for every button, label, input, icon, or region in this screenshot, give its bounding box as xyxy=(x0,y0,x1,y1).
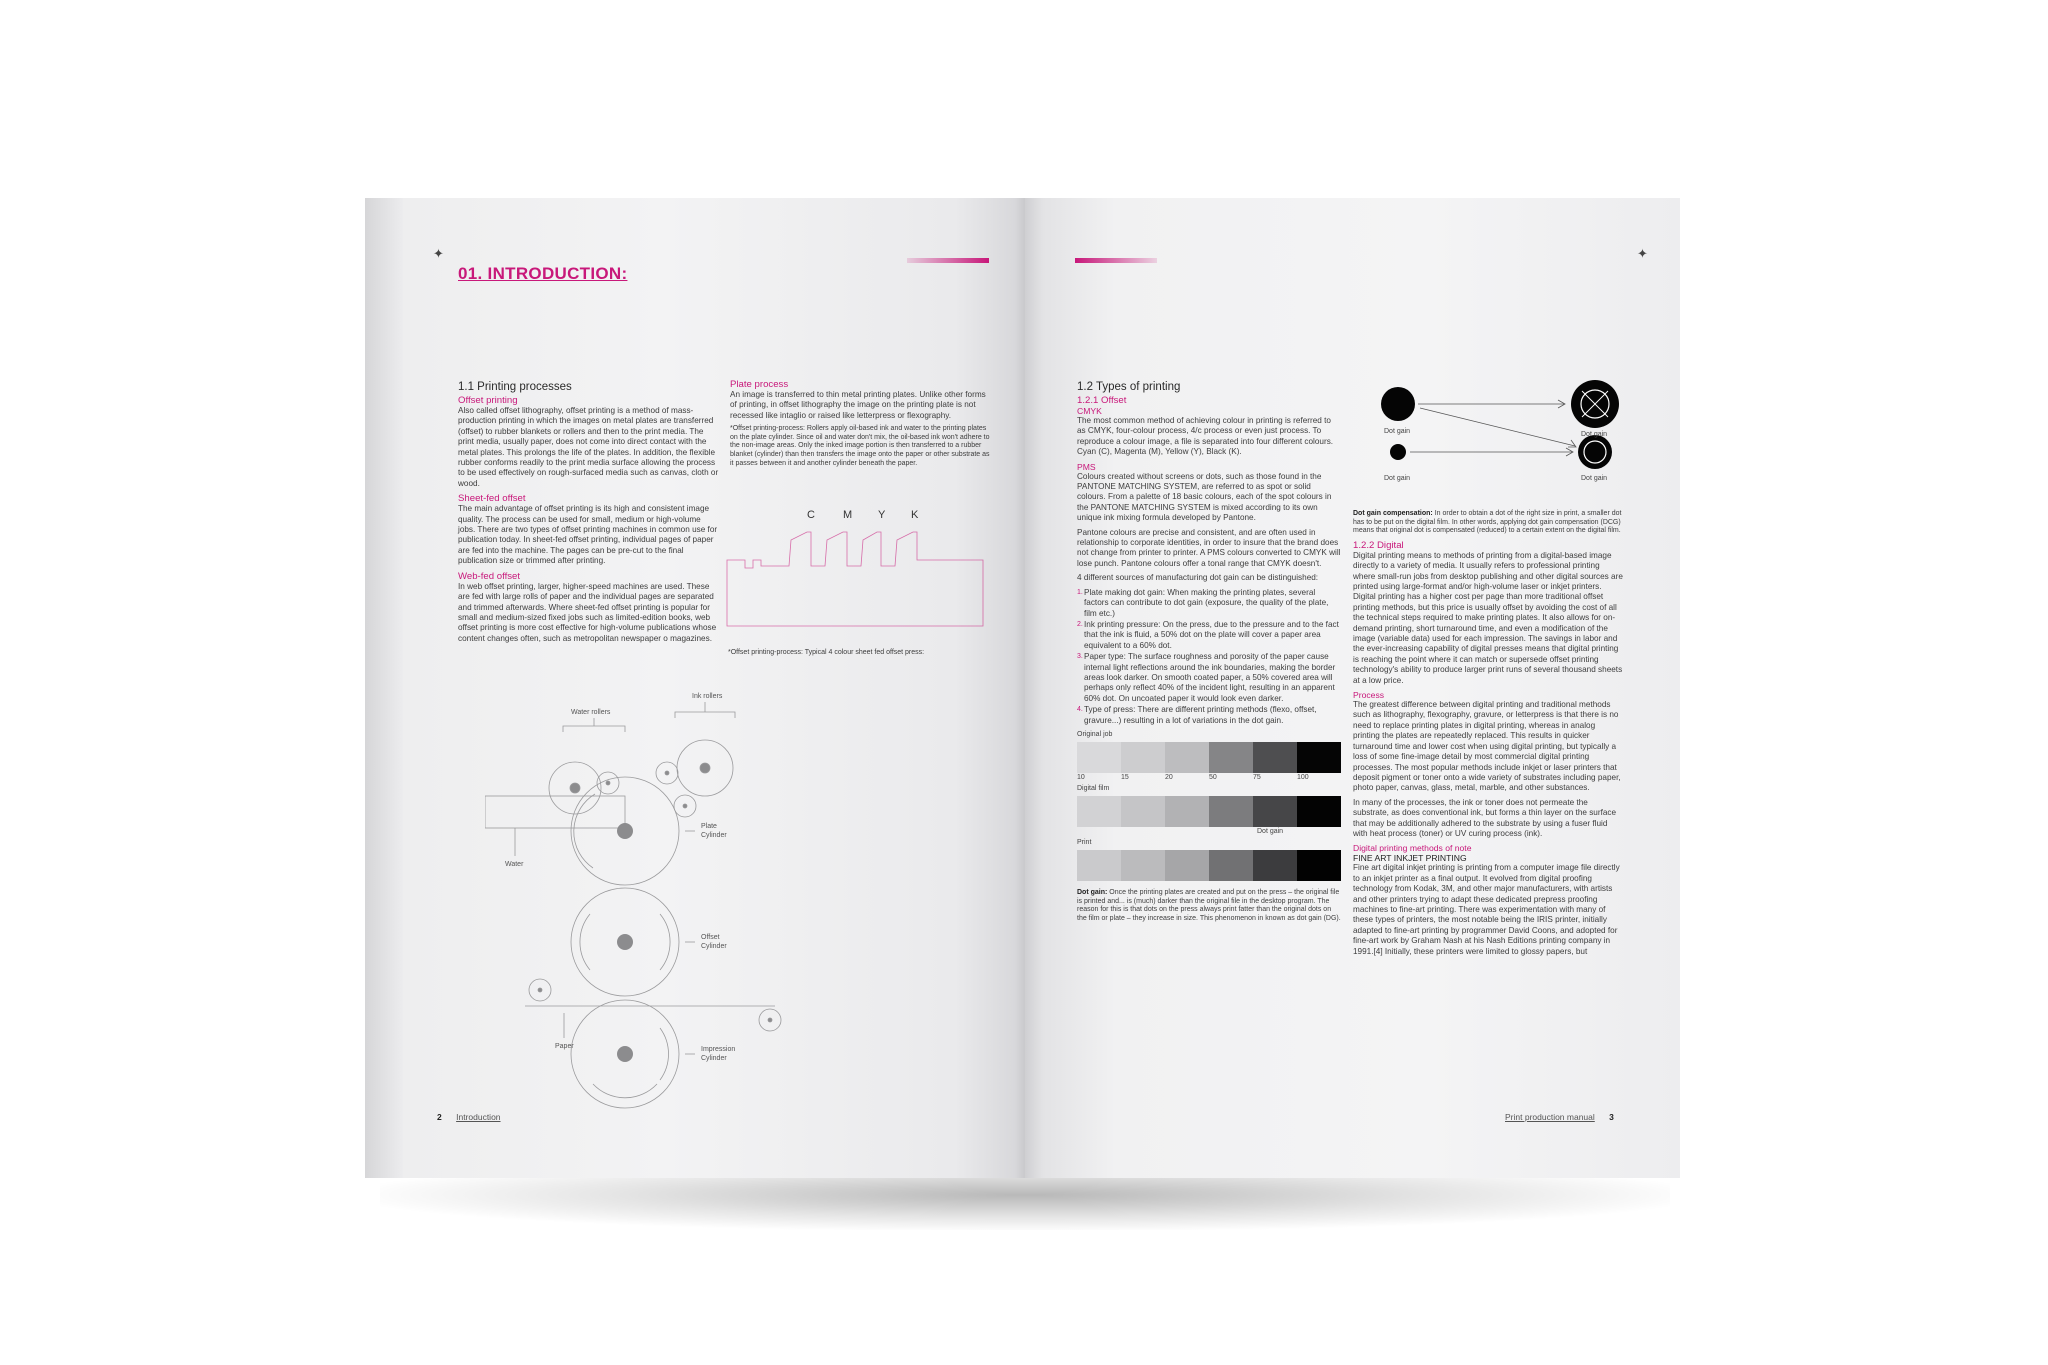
original-job-swatch xyxy=(1253,742,1297,773)
label-impression-cylinder-1: Impression xyxy=(701,1046,736,1053)
left-page xyxy=(365,198,1025,1178)
registration-mark-icon: ✦ xyxy=(1637,246,1648,261)
offset-body: Also called offset lithography, offset printing is a method of mass-production printing in which the images on metal plates are transferred (offset) to rubber blankets or rollers and then to the print media. The print media, usually paper, does not come into direct contact with the metal plates. This prolongs the life of the plates. In addition, the flexible rubber conforms readily to the print media surface allowing the process to be used effectively on rough-surfaced media such as canvas, cloth or wood. xyxy=(458,406,719,488)
sheetfed-heading: Sheet-fed offset xyxy=(458,493,526,505)
dot-gain-label-3: Dot gain xyxy=(1384,475,1411,482)
gain-tick-label: 50 xyxy=(1209,774,1217,782)
webfed-heading: Web-fed offset xyxy=(458,570,521,582)
left-footer xyxy=(437,1112,501,1122)
original-job-swatch xyxy=(1077,742,1121,773)
digital-film-swatch xyxy=(1121,796,1165,827)
plate-body: An image is transferred to thin metal printing plates. Unlike other forms of printing, in offset lithography the image on the printing plate is not recessed like intaglio or raised like letterpress or flexography. xyxy=(730,390,986,420)
digital-film-swatch xyxy=(1253,796,1297,827)
sources-intro: 4 different sources of manufacturing dot gain can be distinguished: xyxy=(1077,573,1319,583)
pms-heading: PMS xyxy=(1077,461,1096,472)
right-page xyxy=(1025,198,1680,1178)
label-water-rollers: Water rollers xyxy=(571,709,611,716)
plate-note: *Offset printing-process: Rollers apply oil-based ink and water to the printing plates on the plate cylinder. Since oil and water don't mix, the oil-based ink won't adhere to the non-image areas. Only the inked image portion is then transferred to a rubber blanket (cylinder) than then transfers the image onto the paper or other substrate as it passes between it and another cylinder beneath the paper. xyxy=(730,425,990,467)
original-job-swatch xyxy=(1297,742,1341,773)
original-job-swatch xyxy=(1121,742,1165,773)
left-page-number: 2 xyxy=(437,1112,442,1122)
cmyk-body: The most common method of achieving colour in printing is referred to as CMYK, four-colour process, 4/c process or even just process. To reproduce a colour image, a file is separated into four different colours. Cyan (C), Magenta (M), Yellow (Y), Black (K). xyxy=(1077,416,1334,457)
dot-gain-label-4: Dot gain xyxy=(1581,475,1608,482)
left-column-2 xyxy=(730,378,990,472)
original-job-row xyxy=(1077,742,1341,773)
source-item: 2. Ink printing pressure: On the press, due to the pressure and to the fact that the ink is fluid, a 50% dot on the plate will cover a paper area equivalent to a 60% dot. xyxy=(1077,619,1339,650)
gain-tick-label: 75 xyxy=(1253,774,1261,782)
label-offset-cylinder-1: Offset xyxy=(701,934,720,941)
digital-body: Digital printing means to methods of printing from a digital-based image directly to a variety of media. It usually refers to professional printing where small-run jobs from desktop publishing and other digital sources are printed using large-format and/or high-volume laser or inkjet printers. Digital printing has a higher cost per page than more traditional offset printing methods, but this price is usually offset by avoiding the cost of all the technical steps required to make printing plates. It also allows for on-demand printing, short turnaround time, and even a modification of the image (variable data) used for each impression. The savings in labor and the ever-increasing capability of digital presses means that digital printing is reaching the point where it can match or supersede offset printing technology's ability to produce larger print runs of several thousand sheets at a low price. xyxy=(1353,550,1623,685)
cmyk-heading: CMYK xyxy=(1077,406,1102,416)
print-label: Print xyxy=(1077,838,1092,846)
gain-tick-label: 15 xyxy=(1121,774,1129,782)
right-footer xyxy=(1505,1112,1614,1122)
gain-tick-label: 20 xyxy=(1165,774,1173,782)
print-swatch xyxy=(1165,850,1209,881)
digital-heading: 1.2.2 Digital xyxy=(1353,539,1404,551)
offset-press-diagram xyxy=(485,688,895,1118)
label-impression-cylinder-2: Cylinder xyxy=(701,1055,727,1062)
cmyk-caption: *Offset printing-process: Typical 4 colour sheet fed offset press: xyxy=(728,649,925,656)
gain-tick-label: 100 xyxy=(1297,774,1309,782)
label-water: Water xyxy=(505,861,524,868)
label-offset-cylinder-2: Cylinder xyxy=(701,943,727,950)
webfed-body: In web offset printing, larger, higher-speed machines are used. These are fed with large rolls of paper and the individual pages are separated and trimmed afterwards. Where sheet-fed offset printing is popular for small and medium-sized fixed jobs such as limited-edition books, web offset printing is more cost effective for high-volume publications whose content changes often, such as metropolitan newspaper o magazines. xyxy=(458,581,717,643)
digital-film-swatch xyxy=(1077,796,1121,827)
types-title: 1.2 Types of printing xyxy=(1077,381,1181,393)
section-title: 1.1 Printing processes xyxy=(458,381,572,393)
source-item: 4. Type of press: There are different printing methods (flexo, offset, gravure...) resulting in a lot of variations in the dot gain. xyxy=(1077,705,1317,725)
print-swatch xyxy=(1297,850,1341,881)
methods-heading: Digital printing methods of note xyxy=(1353,843,1472,854)
dot-gain-label-1: Dot gain xyxy=(1384,428,1411,435)
print-swatch xyxy=(1209,850,1253,881)
digital-film-row xyxy=(1077,796,1341,827)
process-body: The greatest difference between digital printing and traditional methods such as lithography, flexography, gravure, or letterpress is that there is no need to replace printing plates in digital printing, whereas in analog printing the plates are repeatedly replaced. This results in quicker turnaround time and lower cost when using digital printing, but typically a loss of some fine-image detail by most commercial digital printing processes. The most popular methods include inkjet or laser printers that deposit pigment or toner onto a wide variety of substrates including paper, photo paper, canvas, glass, metal, marble, and other substances. xyxy=(1353,700,1621,793)
plate-heading: Plate process xyxy=(730,379,789,390)
print-swatch xyxy=(1253,850,1297,881)
dot-gain-diagram xyxy=(1370,374,1630,484)
process-body-2: In many of the processes, the ink or toner does not permeate the substrate, as does conventional ink, but forms a thin layer on the surface that may be additionally adhered to the substrate by using a fuser fluid with heat process (toner) or UV curing process (ink). xyxy=(1353,797,1617,838)
dot-gain-label: Dot gain xyxy=(1257,828,1284,836)
accent-bar xyxy=(907,258,989,263)
offset-heading: Offset printing xyxy=(458,395,518,406)
registration-mark-icon: ✦ xyxy=(433,246,444,261)
gain-tick-label: 10 xyxy=(1077,774,1085,782)
digital-film-swatch xyxy=(1209,796,1253,827)
source-item: 1. Plate making dot gain: When making the printing plates, several factors can contribute to dot gain (exposure, the quality of the plate, film etc.) xyxy=(1077,587,1329,618)
print-swatch xyxy=(1121,850,1165,881)
pms-body-2: Pantone colours are precise and consistent, and are often used in relationship to corporate identities, in order to insure that the brand does not change from printer to printer. A PMS colours converted to CMYK will lose punch. Pantone colours offer a tonal range that CMYK doesn't. xyxy=(1077,527,1341,568)
label-ink-rollers: Ink rollers xyxy=(692,693,723,700)
cmyk-diagram xyxy=(725,508,995,658)
booklet-spread xyxy=(365,198,1680,1178)
label-plate-cylinder-2: Cylinder xyxy=(701,832,727,839)
print-row xyxy=(1077,850,1341,881)
chapter-title: 01. INTRODUCTION: xyxy=(458,264,628,283)
digital-film-swatch xyxy=(1297,796,1341,827)
offset-subheading: 1.2.1 Offset xyxy=(1077,395,1127,406)
right-page-number: 3 xyxy=(1609,1112,1614,1122)
dot-gain-compensation: Dot gain compensation: In order to obtain a dot of the right size in print, a smaller dot has to be put on the digital film. In other words, applying dot gain compensation (DCG) means that original dot is compensated (reduced) to a certain extent on the digital film. xyxy=(1353,510,1622,535)
print-swatch xyxy=(1077,850,1121,881)
cmyk-letter-m: M xyxy=(843,509,853,521)
right-footer-link[interactable]: Print production manual xyxy=(1505,1112,1595,1122)
dot-gain-chart xyxy=(1077,730,1341,881)
digital-film-label: Digital film xyxy=(1077,784,1110,792)
dot-gain-label-2: Dot gain xyxy=(1581,431,1608,438)
right-column-1 xyxy=(1077,381,1341,927)
label-paper: Paper xyxy=(555,1043,574,1050)
right-column-2 xyxy=(1353,510,1623,961)
sheetfed-body: The main advantage of offset printing is its high and consistent image quality. The process can be used for small, medium or high-volume jobs. There are two types of offset printing machines in common use for publication today. In sheet-fed offset printing, individual pages of paper are fed into the machine. The pages can be pre-cut to the final publication size or trimmed after printing. xyxy=(458,504,718,566)
original-job-label: Original job xyxy=(1077,730,1113,738)
label-plate-cylinder-1: Plate xyxy=(701,823,717,830)
accent-bar-right xyxy=(1075,258,1157,263)
left-footer-link[interactable]: Introduction xyxy=(456,1112,501,1122)
digital-film-swatch xyxy=(1165,796,1209,827)
gain-ticks xyxy=(1077,773,1341,783)
fineart-heading: FINE ART INKJET PRINTING xyxy=(1353,853,1467,864)
cmyk-letter-c: C xyxy=(807,509,815,521)
cmyk-press-outline xyxy=(727,532,983,626)
cmyk-letter-k: K xyxy=(911,509,919,521)
source-item: 3. Paper type: The surface roughness and porosity of the paper cause internal light reflections around the ink boundaries, making the border areas look darker. On smooth coated paper, a 50% covered area will perhaps only reflect 40% of the incident light, resulting in an apparent 60% dot. On uncoated paper it would look even darker. xyxy=(1077,652,1336,703)
original-job-swatch xyxy=(1209,742,1253,773)
dot-gain-caption: Dot gain: Once the printing plates are created and put on the press – the original file is printed and... is (much) darker than the original file in the desktop program. The reason for this is that dots on the press always print fatter than the original dots on the film or plate – they increase in size. This phenomenon in known as dot gain (DG). xyxy=(1077,889,1341,922)
left-column-1 xyxy=(458,381,720,648)
process-heading: Process xyxy=(1353,690,1385,701)
fineart-body: Fine art digital inkjet printing is printing from a computer image file directly to an inkjet printer as a final output. It evolved from digital proofing technology from Kodak, 3M, and other major manufacturers, with artists and other printers trying to adapt these dedicated prepress proofing machines to fine-art printing. There was experimentation with many of these types of printers, the most notable being the IRIS printer, initially adapted to fine-art printing by programmer David Coons, and adopted for fine-art work by Graham Nash at his Nash Editions printing company in 1991.[4] Initially, these printers were limited to glossy papers, but xyxy=(1353,863,1620,956)
original-job-swatch xyxy=(1165,742,1209,773)
pms-body: Colours created without screens or dots, such as those found in the PANTONE MATCHING SYSTEM, are referred to as spot or solid colours. From a palette of 18 basic colours, each of the spot colours in the PANTONE MATCHING SYSTEM is mixed according to its own unique ink mixing formula developed by Pantone. xyxy=(1077,471,1332,523)
cmyk-letter-y: Y xyxy=(878,509,886,521)
sources-list xyxy=(1077,588,1341,726)
